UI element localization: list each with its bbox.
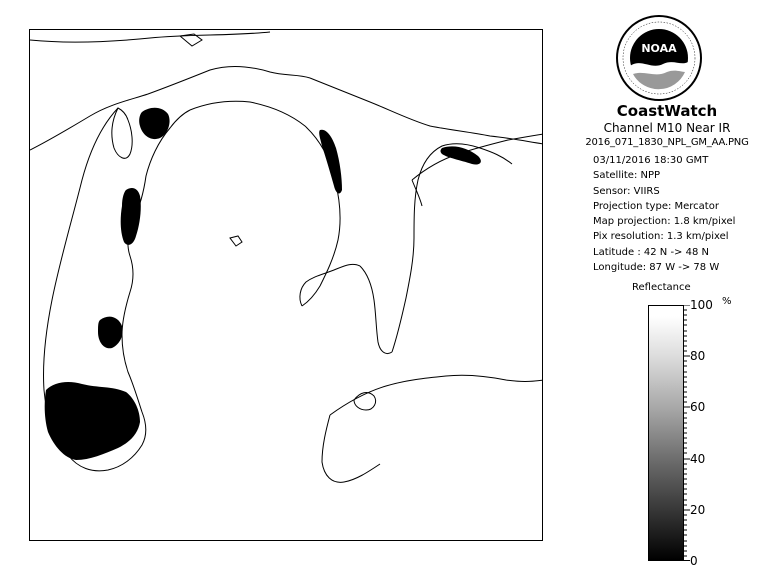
channel-label: Channel M10 Near IR [603,121,731,135]
datetime-text: 03/11/2016 18:30 GMT [593,155,709,166]
legend-tick-label: 20 [690,503,706,517]
legend-tick-label: 100 [690,298,713,312]
legend-unit: % [722,296,732,307]
legend-tick-label: 60 [690,400,706,414]
lake-huron-west-shore [190,101,340,306]
lake-erie-south-shore [322,415,380,482]
map-projection-text: Map projection: 1.8 km/pixel [593,216,736,228]
brand-title: CoastWatch [616,102,718,120]
green-bay-shore [112,108,132,158]
thumb-shore [360,266,392,354]
noaa-logo [615,14,703,102]
legend-tick-label: 80 [690,349,706,363]
map-panel [29,29,543,541]
island-a [230,236,242,246]
file-name: 2016_071_1830_NPL_GM_AA.PNG [585,137,749,148]
lake-st-clair [354,393,376,410]
dark-patch-michigan-mid [98,317,123,349]
great-lakes-coastline-map [30,30,543,541]
metadata-block [593,153,735,275]
longitude-text: Longitude: 87 W -> 78 W [593,262,720,274]
legend-title: Reflectance [632,282,691,293]
pix-resolution-text: Pix resolution: 1.3 km/pixel [593,231,729,243]
lake-huron-east-shore [392,144,512,352]
legend-tick-label: 0 [690,554,698,568]
manitoulin-north-shore [310,78,543,144]
latitude-text: Latitude : 42 N -> 48 N [593,246,709,258]
svg-text:NOAA: NOAA [641,42,677,55]
legend-tick-label: 40 [690,452,706,466]
color-scale-ticks [684,305,724,561]
satellite-text: Satellite: NPP [593,170,661,182]
dark-patch-michigan-upper [121,188,141,245]
lake-superior-shore [30,32,270,42]
sensor-text: Sensor: VIIRS [593,185,660,197]
upper-peninsula-north-shore [30,66,310,150]
info-panel [562,102,772,150]
color-scale-bar [648,305,684,561]
dark-patch-huron-west [319,130,342,194]
dark-patch-south-michigan [45,382,140,460]
projection-type-text: Projection type: Mercator [593,200,719,212]
